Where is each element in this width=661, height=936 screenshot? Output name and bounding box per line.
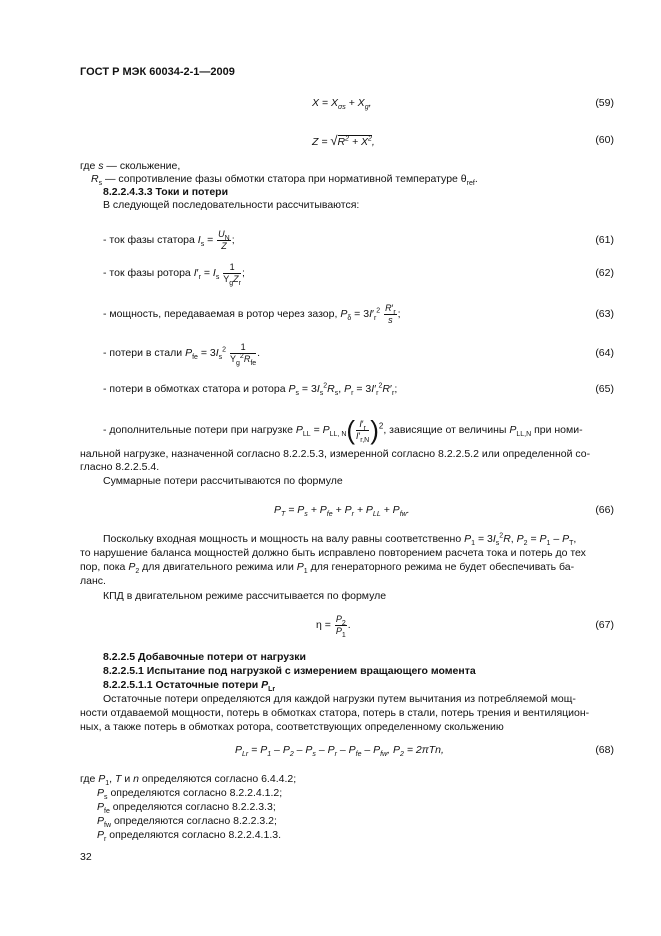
- balance-line-4: ланс.: [80, 575, 106, 587]
- equation-63: - мощность, передаваемая в ротор через зазор, $P_\delta = 3I'_r^2$ $\frac{R'_r}{s}$ ;: [103, 302, 401, 325]
- equation-number-64: (64): [595, 347, 614, 359]
- equation-60: $Z = √R^2 + X^2$,: [312, 133, 375, 148]
- equation-62: - ток фазы ротора $I'_r = I_s$ $\frac{1}{Y_gZ_r}$ ;: [103, 261, 245, 287]
- where-list-item-0: где $P_1$, T и n определяются согласно 6.4.4.2;: [80, 773, 297, 788]
- equation-number-66: (66): [595, 504, 614, 516]
- residual-line-1: Остаточные потери определяются для каждой нагрузки путем вычитания из потребляемой мощ-: [103, 693, 576, 705]
- section-heading-8-2-2-5: 8.2.2.5 Добавочные потери от нагрузки: [103, 651, 306, 663]
- definition-s: где s — скольжение,: [80, 160, 181, 172]
- equation-number-61: (61): [595, 234, 614, 246]
- intro-sequence: В следующей последовательности рассчитываются:: [103, 199, 360, 211]
- where-list-item-4: $P_r$ определяются согласно 8.2.2.4.1.3.: [97, 829, 281, 844]
- equation-number-62: (62): [595, 267, 614, 279]
- additional-losses-line: - дополнительные потери при нагрузке $P_{LL} = P_{LL, N}$( $\frac{I'_r}{I'_{r,N}}$ )$^2$, зависящие от величины $P_{LL,N}$ при номи-: [103, 415, 583, 446]
- equation-number-65: (65): [595, 383, 614, 395]
- balance-line-3: пор, пока $P_2$ для двигательного режима или $P_1$ для генераторного режима не будет обеспечивать ба-: [80, 561, 575, 576]
- page-number: 32: [80, 851, 92, 863]
- section-heading-8-2-2-4-3-3: 8.2.2.4.3.3 Токи и потери: [103, 186, 229, 198]
- efficiency-intro: КПД в двигательном режиме рассчитывается по формуле: [103, 590, 387, 602]
- equation-61: - ток фазы статора $I_s$ = $\frac{U_N}{Z}$ ;: [103, 228, 235, 251]
- equation-59: $X = X_{\sigma s} + X_g$,: [312, 97, 372, 112]
- section-heading-8-2-2-5-1-1: 8.2.2.5.1.1 Остаточные потери $P_{Lr}$: [103, 679, 276, 694]
- where-list-item-1: $P_s$ определяются согласно 8.2.2.4.1.2;: [97, 787, 283, 802]
- balance-line-1: Поскольку входная мощность и мощность на валу равны соответственно $P_1 = 3I_s^2R$, $P_2 = P_1 - P_T$,: [103, 532, 577, 548]
- additional-losses-continuation-2: гласно 8.2.2.5.4.: [80, 461, 160, 473]
- section-heading-8-2-2-5-1: 8.2.2.5.1 Испытание под нагрузкой с измерением вращающего момента: [103, 665, 476, 677]
- total-losses-intro: Суммарные потери рассчитываются по формуле: [103, 475, 343, 487]
- residual-line-3: ных, а также потерь в обмотках ротора, соответствующих определенному скольжению: [80, 721, 504, 733]
- equation-65: - потери в обмотках статора и ротора $P_s = 3I_s^2R_s$, $P_r = 3I'_r^2R'_r$;: [103, 382, 398, 398]
- equation-68: $P_{Lr} = P_1 - P_2 - P_s - P_r - P_{fe} - P_{fw}$, $P_2 = 2\pi Tn$,: [235, 744, 444, 759]
- equation-number-68: (68): [595, 744, 614, 756]
- balance-line-2: то нарушение баланса мощностей должно быть исправлено повторением расчета тока и потерь до тех: [80, 547, 586, 559]
- residual-line-2: ности отдаваемой мощности, потерь в обмотках статора, потерь в стали, потерь трения и вентиляцион-: [80, 707, 590, 719]
- where-list-item-3: $P_{fw}$ определяются согласно 8.2.2.3.2;: [97, 815, 277, 830]
- equation-number-63: (63): [595, 308, 614, 320]
- equation-66: $P_T = P_s + P_{fe} + P_r + P_{LL} + P_{fw}$.: [274, 504, 410, 519]
- equation-67: η = $\frac{P_2}{P_1}$ .: [316, 613, 351, 639]
- equation-number-59: (59): [595, 97, 614, 109]
- additional-losses-continuation: нальной нагрузке, назначенной согласно 8.2.2.5.3, измеренной согласно 8.2.2.5.2 или определенной со-: [80, 448, 591, 460]
- definition-rs: $R_s$ — сопротивление фазы обмотки статора при нормативной температуре $\theta_{ref}$.: [91, 173, 478, 188]
- equation-number-60: (60): [595, 134, 614, 146]
- where-list-item-2: $P_{fe}$ определяются согласно 8.2.2.3.3;: [97, 801, 276, 816]
- standard-header: ГОСТ Р МЭК 60034-2-1—2009: [80, 66, 235, 78]
- equation-number-67: (67): [595, 619, 614, 631]
- equation-64: - потери в стали $P_{fe} = 3I_s^2$ $\frac{1}{Y_g^2R_{fe}}$ .: [103, 341, 261, 367]
